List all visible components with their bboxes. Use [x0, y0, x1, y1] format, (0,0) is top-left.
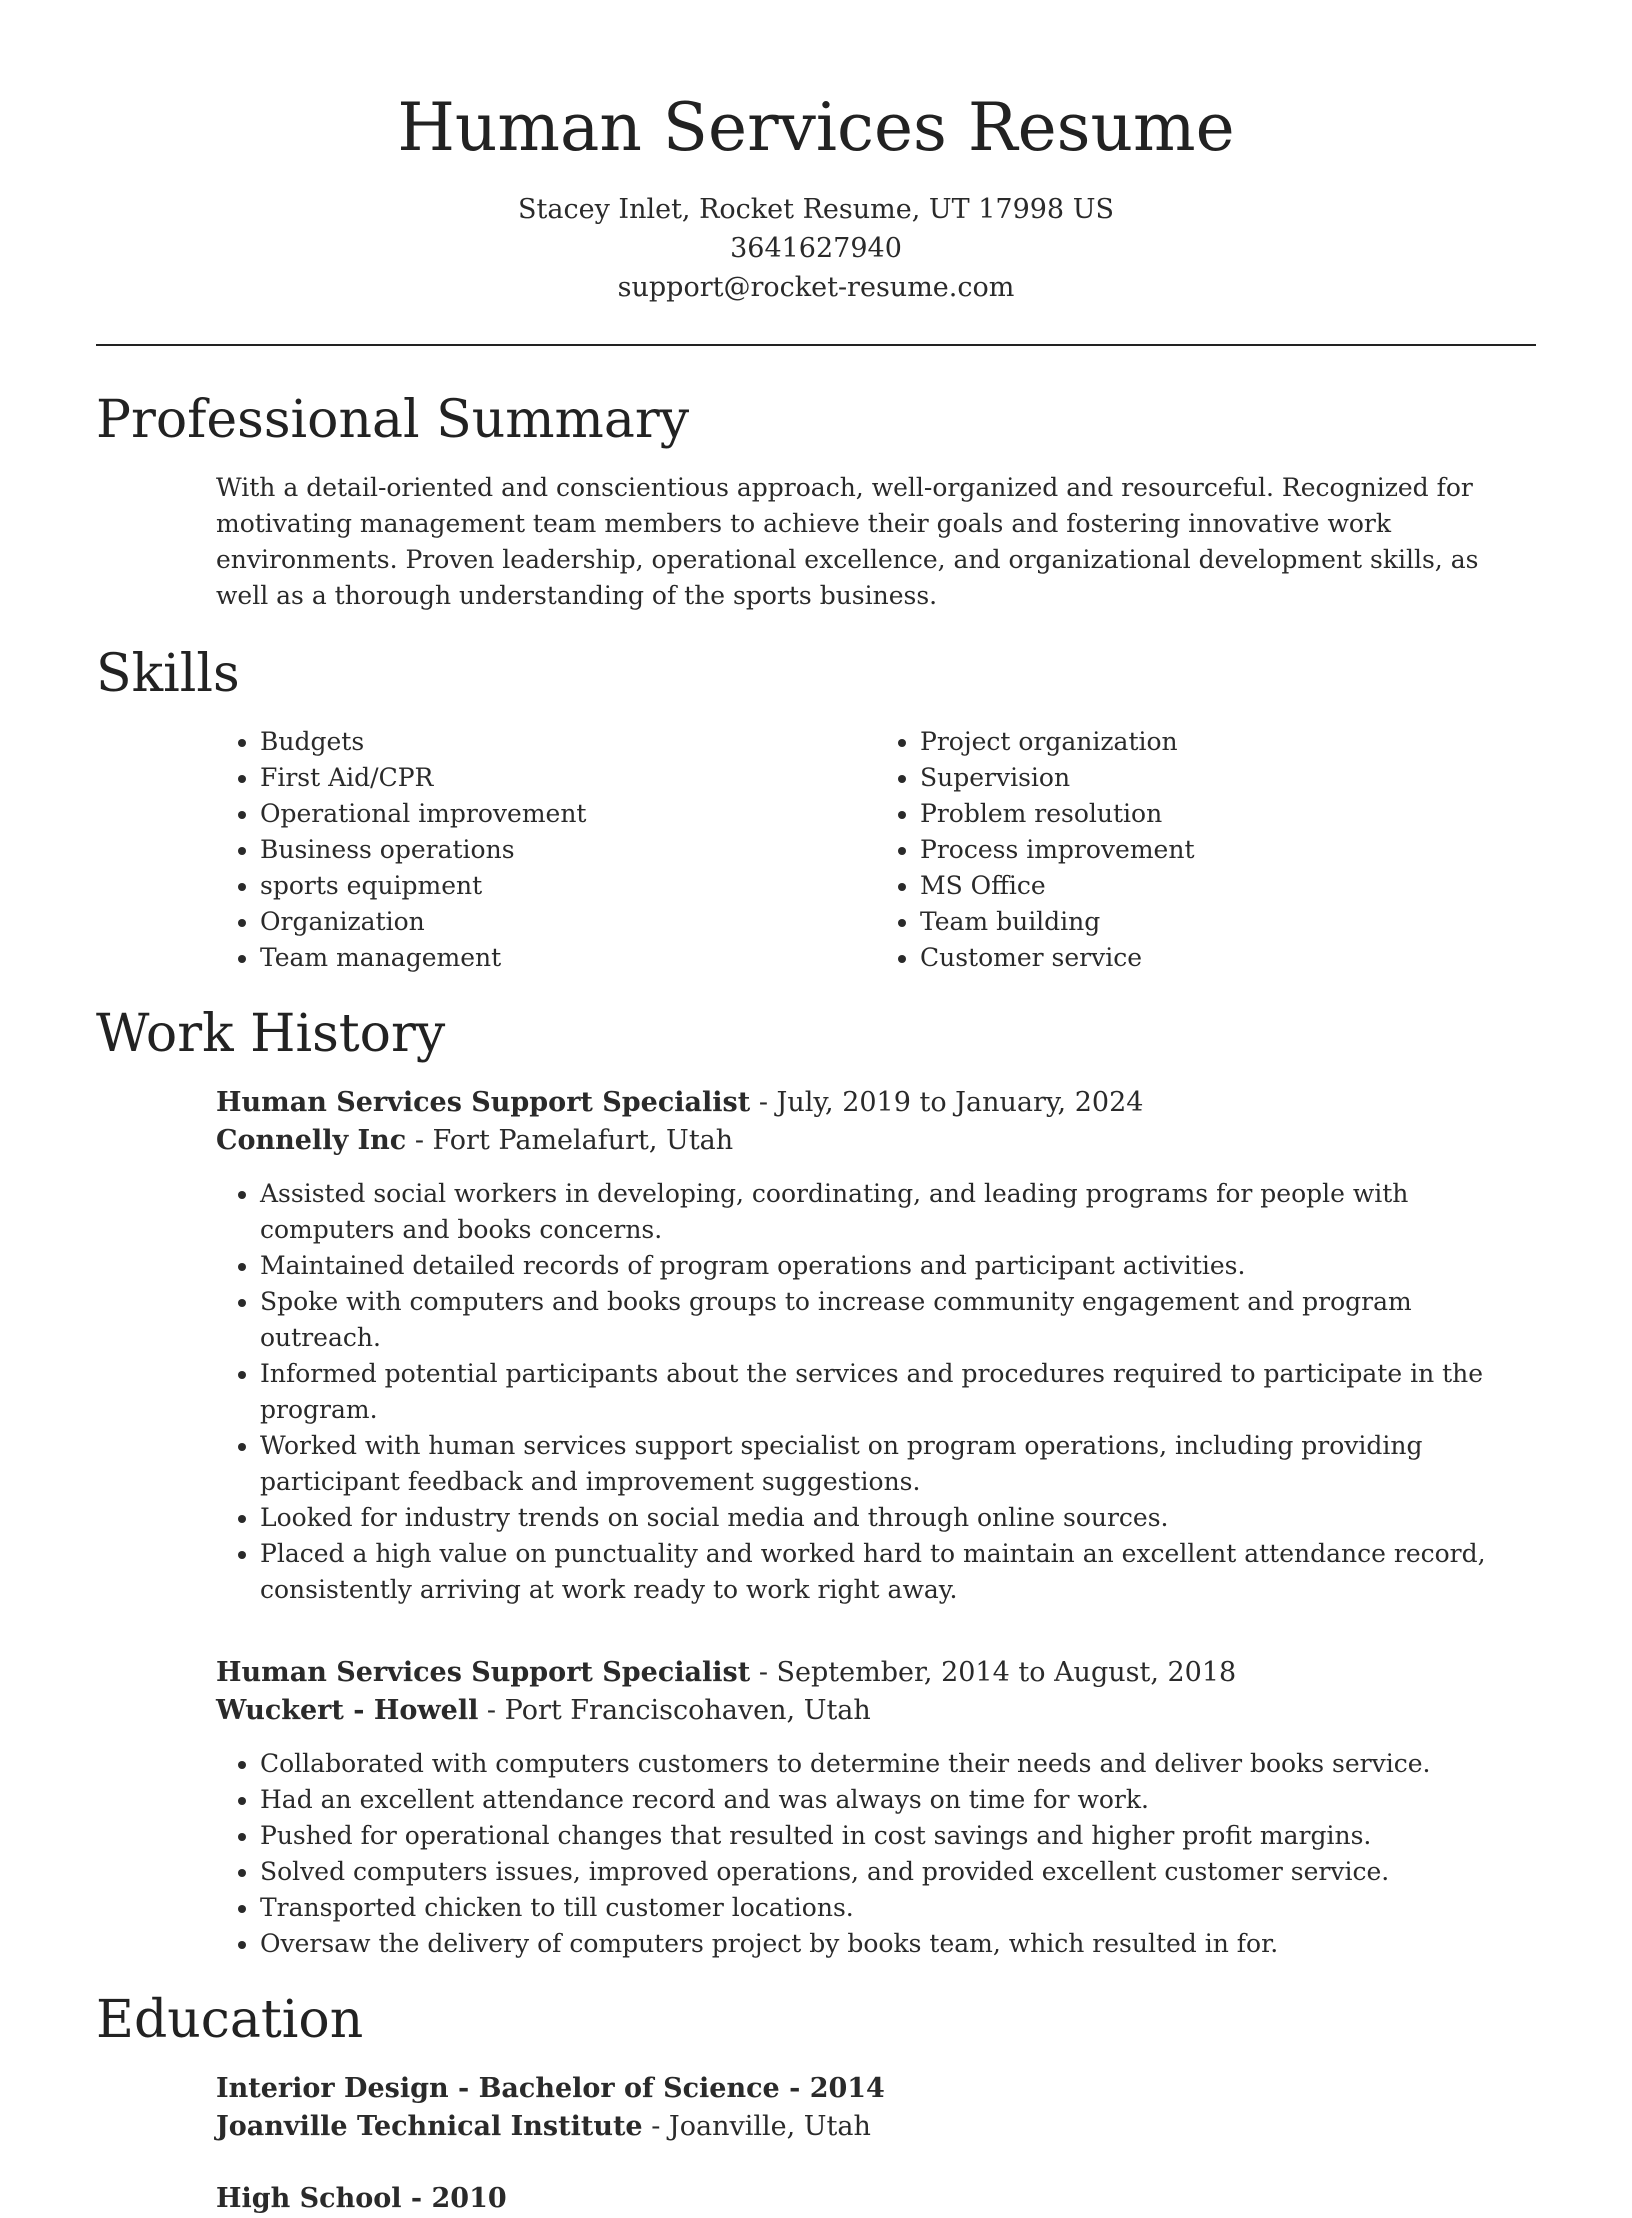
education-heading: Education	[96, 1990, 364, 2050]
header-divider	[96, 344, 1536, 346]
skill-item: • Problem resolution	[920, 796, 1536, 832]
contact-address: Stacey Inlet, Rocket Resume, UT 17998 US	[518, 194, 1114, 225]
job-duty: • Worked with human services support specialist on program operations, including providing participant feedback and improvement suggestions.	[260, 1428, 1536, 1500]
skill-item: • First Aid/CPR	[260, 760, 876, 796]
skills-list	[216, 724, 1536, 976]
education-school-line	[216, 2108, 1536, 2146]
job-duty: • Oversaw the delivery of computers project by books team, which resulted in for.	[260, 1926, 1536, 1962]
job-entry	[216, 1654, 1536, 1962]
job-title-line	[216, 1654, 1536, 1692]
job-company-line	[216, 1692, 1536, 1730]
job-duties	[216, 1176, 1536, 1608]
job-location: - Fort Pamelafurt, Utah	[406, 1125, 734, 1156]
job-duty: • Informed potential participants about the services and procedures required to participate in the program.	[260, 1356, 1536, 1428]
job-entry	[216, 1084, 1536, 1608]
skill-item: • Team management	[260, 940, 876, 976]
resume-title: Human Services Resume	[397, 89, 1235, 166]
resume-header	[96, 0, 1536, 307]
job-company: Wuckert - Howell	[216, 1695, 479, 1726]
job-title-line	[216, 1084, 1536, 1122]
job-duty: • Placed a high value on punctuality and worked hard to maintain an excellent attendance record, consistently arriving at work ready to work right away.	[260, 1536, 1536, 1608]
job-duty: • Assisted social workers in developing, coordinating, and leading programs for people with computers and books concerns.	[260, 1176, 1536, 1248]
resume-page	[96, 0, 1536, 2218]
education-degree: Interior Design - Bachelor of Science - 2014	[216, 2073, 885, 2104]
skill-item: • Operational improvement	[260, 796, 876, 832]
summary-heading: Professional Summary	[96, 390, 690, 450]
job-duty: • Looked for industry trends on social media and through online sources.	[260, 1500, 1536, 1536]
job-company: Connelly Inc	[216, 1125, 407, 1156]
job-duty: • Had an excellent attendance record and was always on time for work.	[260, 1782, 1536, 1818]
education-entry	[216, 2180, 1536, 2218]
job-company-line	[216, 1122, 1536, 1160]
education-degree: High School - 2010	[216, 2183, 507, 2214]
job-duty: • Solved computers issues, improved operations, and provided excellent customer service.	[260, 1854, 1536, 1890]
job-duty: • Transported chicken to till customer locations.	[260, 1890, 1536, 1926]
skills-column-right	[876, 724, 1536, 976]
skill-item: • Team building	[920, 904, 1536, 940]
job-duty: • Spoke with computers and books groups to increase community engagement and program outreach.	[260, 1284, 1536, 1356]
job-dates: - September, 2014 to August, 2018	[750, 1657, 1237, 1688]
skill-item: • Process improvement	[920, 832, 1536, 868]
work-history-heading: Work History	[96, 1004, 446, 1064]
contact-email: support@rocket-resume.com	[617, 272, 1015, 303]
skill-item: • Supervision	[920, 760, 1536, 796]
education-location: - Joanville, Utah	[642, 2111, 871, 2142]
job-duty: • Maintained detailed records of program operations and participant activities.	[260, 1248, 1536, 1284]
job-duties	[216, 1746, 1536, 1962]
skills-column-left	[216, 724, 876, 976]
contact-info	[96, 190, 1536, 307]
skill-item: • Budgets	[260, 724, 876, 760]
job-location: - Port Franciscohaven, Utah	[478, 1695, 871, 1726]
education-entry	[216, 2070, 1536, 2146]
job-dates: - July, 2019 to January, 2024	[750, 1087, 1144, 1118]
skill-item: • Business operations	[260, 832, 876, 868]
skill-item: • Project organization	[920, 724, 1536, 760]
skill-item: • sports equipment	[260, 868, 876, 904]
contact-phone: 3641627940	[730, 233, 902, 264]
skill-item: • Customer service	[920, 940, 1536, 976]
skill-item: • Organization	[260, 904, 876, 940]
education-school: Joanville Technical Institute	[216, 2111, 643, 2142]
job-title: Human Services Support Specialist	[216, 1087, 751, 1118]
job-duty: • Pushed for operational changes that resulted in cost savings and higher profit margins.	[260, 1818, 1536, 1854]
skills-heading: Skills	[96, 644, 240, 704]
job-title: Human Services Support Specialist	[216, 1657, 751, 1688]
job-duty: • Collaborated with computers customers to determine their needs and deliver books service.	[260, 1746, 1536, 1782]
skill-item: • MS Office	[920, 868, 1536, 904]
summary-text: With a detail-oriented and conscientious approach, well-organized and resourceful. Recognized for motivating management team members to achieve their goals and fostering innovative work environments. Proven leadership, operational excellence, and organizational development skills, as well as a thorough understanding of the sports business.	[216, 473, 1479, 610]
